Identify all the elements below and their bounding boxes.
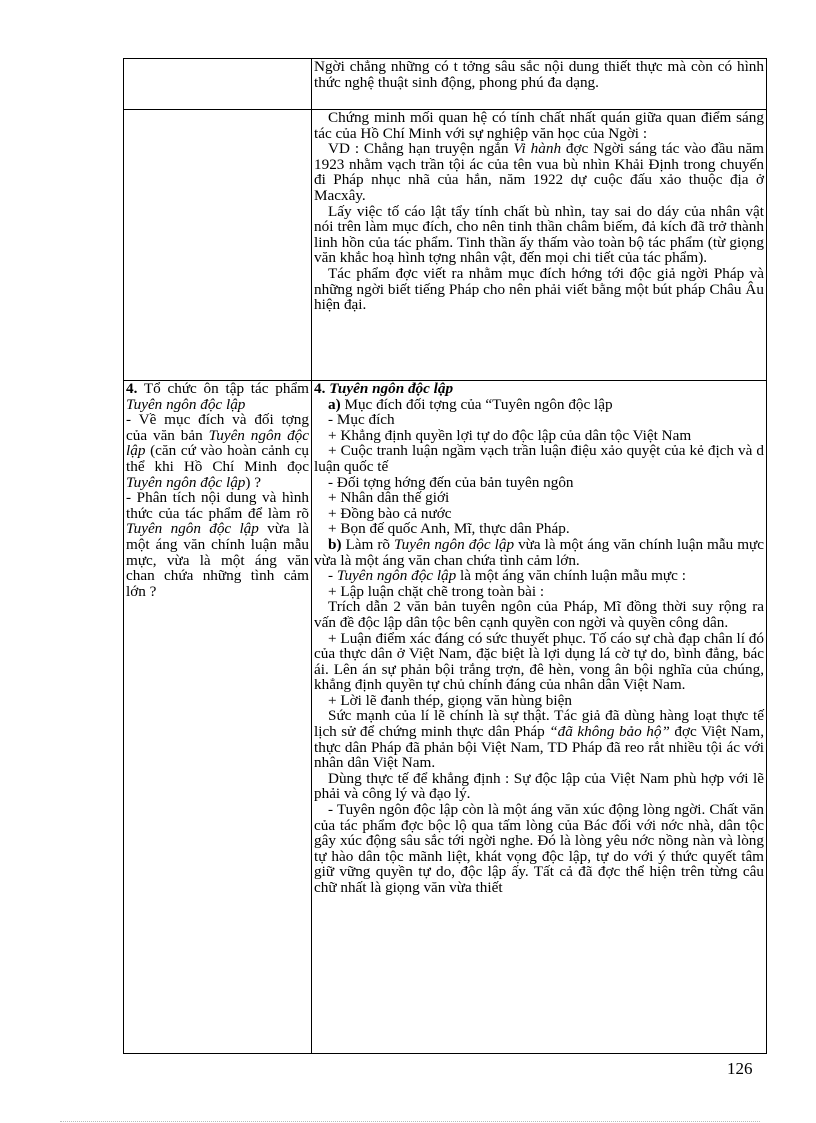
right-cell: [312, 381, 767, 1054]
left-cell: [124, 59, 312, 110]
list-item: + Nhân dân thế giới: [328, 489, 450, 507]
list-item: + Luận điểm xác đáng có sức thuyết phục. Tố cáo sự chà đạp chân lí đó của thực dân ở Việt Nam, đặc biệt là lợi dụng lá cờ tự do, bình đẳng, bác ái. Lên án sự phản bội trắng trợn, đê hèn, vong ân bội nghĩa của chúng, khẳng định quyền tự chủ chính đáng của nhân dân Việt Nam.: [314, 629, 764, 694]
paragraph: - Tuyên ngôn độc lập là một áng văn chính luận mẫu mực :: [328, 567, 686, 585]
table-row: [124, 381, 767, 1054]
section-heading: 4. Tuyên ngôn độc lập: [314, 380, 454, 397]
question: - Phân tích nội dung và hình thức của tác phẩm để làm rõ Tuyên ngôn độc lập vừa là một áng văn chính luận mẫu mực, vừa là một áng văn chan chứa những tình cảm lớn ?: [126, 489, 309, 600]
right-cell: [312, 59, 767, 110]
subheading: a) Mục đích đối tợng của “Tuyên ngôn độc lập: [328, 395, 613, 413]
table-row: [124, 59, 767, 110]
list-item: - Mục đích: [328, 411, 395, 429]
paragraph: Trích dẫn 2 văn bản tuyên ngôn của Pháp, Mĩ đồng thời suy rộng ra vấn đề độc lập dân tộc bên cạnh quyền con ngời và quyền công dân.: [314, 598, 764, 631]
table-row: [124, 110, 767, 381]
paragraph: Tác phẩm đợc viết ra nhằm mục đích hớng tới độc giả ngời Pháp và những ngời biết tiếng Pháp cho nên phải viết bằng một bút pháp Châu Âu hiện đại.: [314, 264, 764, 314]
paragraph: - Tuyên ngôn độc lập còn là một áng văn xúc động lòng ngời. Chất văn của tác phẩm đợc bộc lộ qua tấm lòng của Bác đối với nớc nhà, dân tộc gây xúc động sâu sắc tới ngời nghe. Đó là lòng yêu nớc nồng nàn và lòng tự hào dân tộc mãnh liệt, khát vọng độc lập, tự do với ý thức quyết tâm giữ vững quyền tự do, độc lập ấy. Tất cả đã đợc thể hiện trên từng câu chữ nhất là giọng văn vừa thiết: [314, 801, 764, 896]
list-item: + Bọn đế quốc Anh, Mĩ, thực dân Pháp.: [328, 520, 570, 538]
list-item: - Đối tợng hớng đến của bản tuyên ngôn: [328, 473, 574, 491]
paragraph: Chứng minh mối quan hệ có tính chất nhất quán giữa quan điểm sáng tác của Hồ Chí Minh với sự nghiệp văn học của Ngời :: [314, 109, 764, 142]
list-item: + Đồng bào cả nước: [328, 504, 452, 522]
paragraph: Dùng thực tế để khẳng định : Sự độc lập của Việt Nam phù hợp với lẽ phải và công lý và đạo lý.: [314, 769, 764, 803]
left-cell: [124, 381, 312, 1054]
page-number: 126: [727, 1059, 753, 1078]
list-item: + Khẳng định quyền lợi tự do độc lập của dân tộc Việt Nam: [328, 426, 692, 444]
paragraph: Ngời chẳng những có t tởng sâu sắc nội dung thiết thực mà còn có hình thức nghệ thuật sinh động, phong phú đa dạng.: [314, 58, 764, 91]
list-item: + Lời lẽ đanh thép, giọng văn hùng biện: [328, 691, 572, 709]
example-paragraph: VD : Chẳng hạn truyện ngắn Vi hành đợc Ngời sáng tác vào đầu năm 1923 nhằm vạch trần tội ác của tên vua bù nhìn Khải Định trong chuyến đi Pháp nhục nhã của hắn, năm 1922 dự cuộc đấu xảo thuộc địa ở Macxây.: [314, 140, 764, 204]
question: - Về mục đích và đối tợng của văn bản Tuyên ngôn độc lập (căn cứ vào hoàn cảnh cụ thể khi Hồ Chí Minh đọc Tuyên ngôn độc lập) ?: [126, 411, 309, 491]
left-cell: [124, 110, 312, 381]
paragraph: Lấy việc tố cáo lật tẩy tính chất bù nhìn, tay sai do dáy của nhân vật nói trên làm mục đích, cho nên tinh thần châm biếm, đả kích đã trở thành linh hồn của tác phẩm. Tinh thần ấy thấm vào toàn bộ tác phẩm (từ giọng văn khắc hoạ hình tợng nhân vật, đến mọi chi tiết của tác phẩm).: [314, 202, 764, 267]
list-item: + Lập luận chặt chẽ trong toàn bài :: [328, 582, 545, 600]
list-item: + Cuộc tranh luận ngầm vạch trần luận điệu xảo quyệt của kẻ địch và d luận quốc tế: [314, 442, 764, 475]
section-heading: 4. Tổ chức ôn tập tác phẩm Tuyên ngôn độc lập: [126, 380, 309, 413]
subheading: b) Làm rõ Tuyên ngôn độc lập vừa là một áng văn chính luận mẫu mực vừa là một áng văn chan chứa tình cảm lớn.: [314, 535, 764, 569]
paragraph: Sức mạnh của lí lẽ chính là sự thật. Tác giả đã dùng hàng loạt thực tế lịch sử để chứng minh thực dân Pháp “đã không bảo hộ” đợc Việt Nam, thực dân Pháp đã phản bội Việt Nam, TD Pháp đã reo rắt nhiều tội ác với nhân dân Việt Nam.: [314, 707, 764, 772]
footer-divider: [60, 1121, 760, 1122]
right-cell: [312, 110, 767, 381]
lesson-table: [123, 58, 767, 1054]
